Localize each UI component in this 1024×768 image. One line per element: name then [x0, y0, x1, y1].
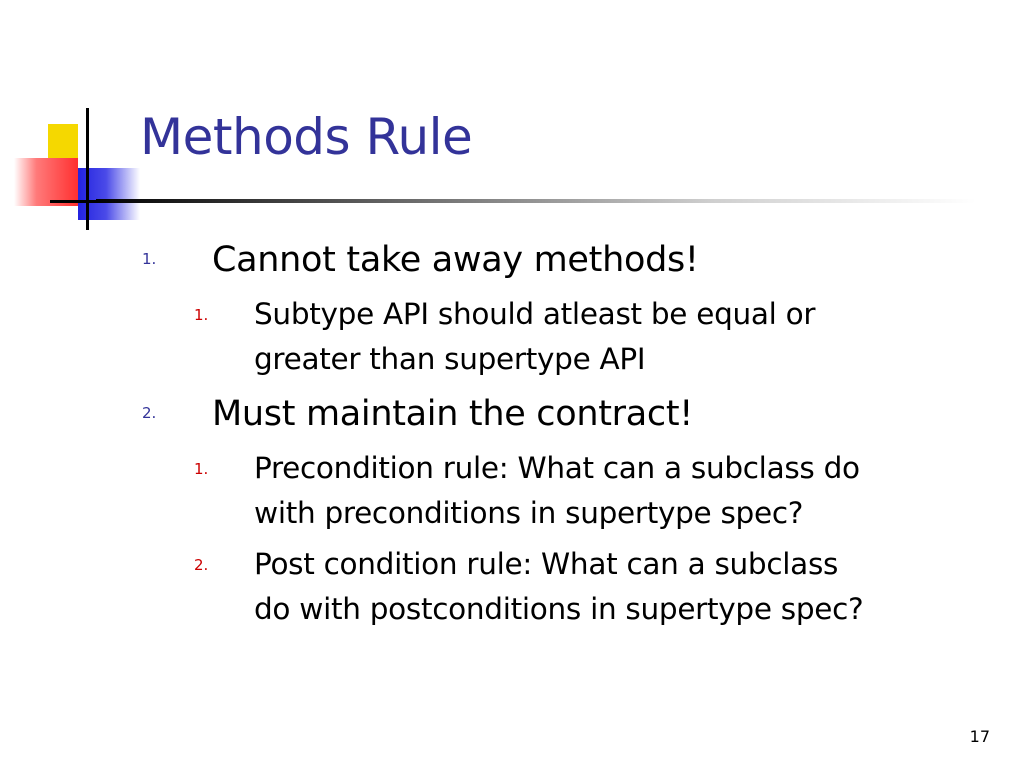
list-item-text: Cannot take away methods!	[212, 240, 699, 280]
slide-content	[140, 234, 1010, 638]
sub-list-item-2-2	[140, 542, 1010, 632]
sub-list-item-text-line-1: Subtype API should atleast be equal or	[254, 297, 816, 331]
slide-logo-mark	[0, 0, 140, 240]
slide-page-number: 17	[969, 727, 990, 746]
sub-list-item-1-1	[140, 292, 1010, 382]
logo-red-square	[14, 158, 78, 206]
list-item-1	[140, 234, 1010, 286]
sub-list-item-number: 1.	[194, 460, 209, 478]
sub-list-item-text-line-2: with preconditions in supertype spec?	[254, 496, 804, 530]
list-item-number: 2.	[142, 404, 157, 422]
logo-vertical-line	[86, 108, 89, 230]
list-item-2	[140, 388, 1010, 440]
sub-list-item-text-line-2: do with postconditions in supertype spec?	[254, 592, 864, 626]
sub-list-item-text-line-2: greater than supertype API	[254, 342, 646, 376]
title-divider	[96, 199, 976, 203]
sub-list-item-2-1	[140, 446, 1010, 536]
sub-list-item-number: 2.	[194, 556, 209, 574]
slide-title: Methods Rule	[140, 108, 473, 166]
sub-list-item-number: 1.	[194, 306, 209, 324]
list-item-text: Must maintain the contract!	[212, 394, 693, 434]
sub-list-item-text-line-1: Precondition rule: What can a subclass do	[254, 451, 860, 485]
list-item-number: 1.	[142, 250, 157, 268]
sub-list-item-text-line-1: Post condition rule: What can a subclass	[254, 547, 839, 581]
logo-horizontal-line	[50, 200, 96, 203]
